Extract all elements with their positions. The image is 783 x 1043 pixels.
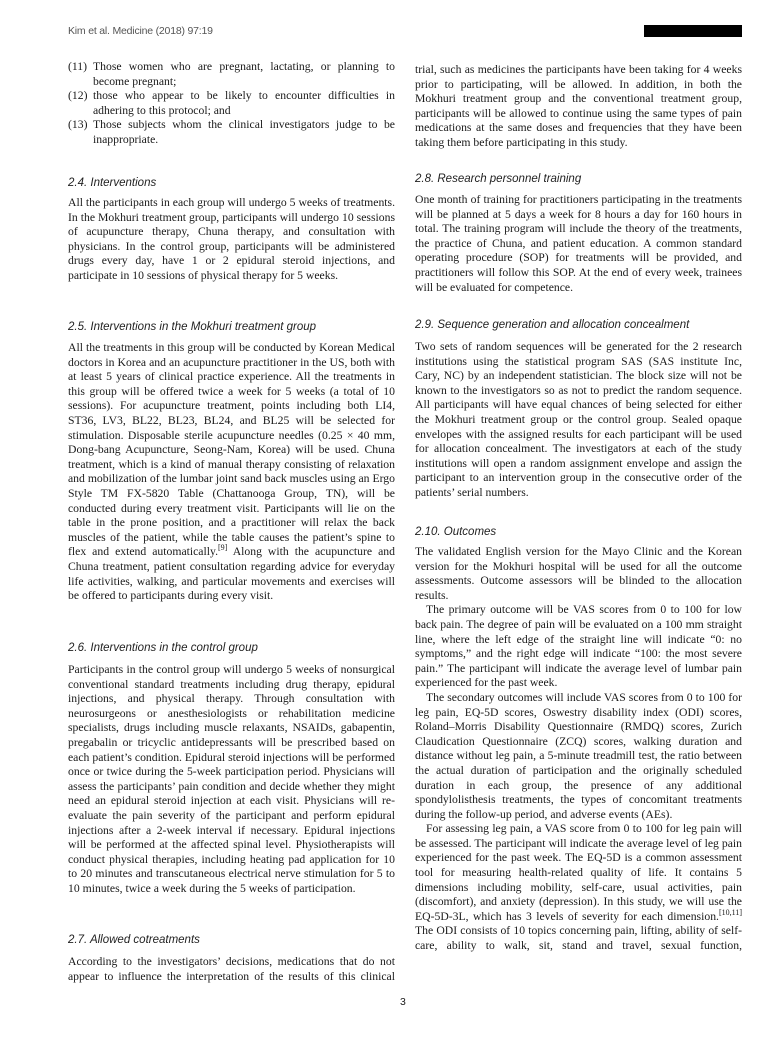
section-body-2-10: [415, 545, 742, 954]
list-item: [68, 118, 395, 147]
paragraph: [415, 822, 742, 953]
paragraph-text: All the treatments in this group will be conducted by Korean Medical doctors in Korea and an acupuncture practitioner in the US, both with at least 5 years of clinical practice experience. All the treatments in this group will be offered twice a week for 5 weeks (a total of 10 sessions). For acupuncture treatment, points including both LI4, ST36, LV3, BL22, BL23, BL24, and BL25 will be selected for stimulation. Disposable sterile acupuncture needles (0.25 × 40 mm, Dong-bang Acupuncture, Seong-Nam, Korea) will be used. Chuna treatment, which is a kind of manual therapy consisting of relaxation and mobilization of the lumbar joint sand back muscles using an Ergo Style TM FX-5820 Table (Chattanooga Group, TN), will be conducted during every treatment visit. Participants will lie on the table in the prone position, and a practitioner will relax the back muscles of the patient, while the table causes the patient’s spine to flex and extend automatically.: [68, 341, 395, 559]
section-body-2-8: [415, 193, 742, 295]
section-body-2-6: [68, 663, 395, 897]
section-heading-2-10: 2.10. Outcomes: [415, 526, 497, 538]
citation-link[interactable]: [9]: [218, 543, 228, 553]
list-item: [68, 89, 395, 118]
section-heading-2-9: 2.9. Sequence generation and allocation concealment: [415, 319, 690, 331]
paragraph: The primary outcome will be VAS scores from 0 to 100 for low back pain. The degree of pain will be evaluated on a 100 mm straight line, where the left edge of the straight line will indicate “0: no symptoms,” and the right edge will indicate “100: the most severe pain.” The participant will indicate the average level of lumbar pain experienced for the past week.: [415, 603, 742, 690]
section-heading-2-5: 2.5. Interventions in the Mokhuri treatment group: [68, 321, 317, 333]
paragraph-text: Along with the acupuncture and Chuna treatment, patient consultation regarding advice for everyday life activities, walking, and particular movements and exercises will be offered to participants during every visit.: [68, 545, 395, 603]
paragraph-text: The ODI consists of 10 topics concerning pain, lifting, ability of self-care, ability to walk, sit, stand and travel, sexual function,: [415, 924, 742, 953]
list-text: those who appear to be likely to encounter difficulties in adhering to this protocol; and: [93, 89, 395, 117]
paragraph: The validated English version for the Mayo Clinic and the Korean version for the Mokhuri hospital will be used for all the outcome assessments. Outcome assessors will be blinded to the allocation results.: [415, 545, 742, 602]
section-body-2-5: [68, 341, 395, 604]
paragraph: The secondary outcomes will include VAS scores from 0 to 100 for leg pain, EQ-5D scores, Oswestry disability index (ODI) scores, Roland–Morris Disability Questionnaire (RMDQ) scores, Zurich Claudication Questionnaire (ZCQ) scores, walking duration and distance without leg pain, a 5-minute treadmill test, the ratio between the actual duration of participation and the originally scheduled duration in each group, the presence of any additional spondylolisthesis treatments, the types of concomitant treatments during the follow-up period, and adverse events (AEs).: [415, 690, 742, 821]
paragraph: [68, 341, 395, 604]
section-body-2-4: [68, 196, 395, 284]
page-number: 3: [400, 996, 406, 1008]
paragraph: Participants in the control group will undergo 5 weeks of nonsurgical conventional standard treatments including drug therapy, epidural injections, and physical therapy. Through consultation with neurosurgeons or anesthesiologists or rehabilitation medicine specialists, drugs including muscle relaxants, NSAIDs, gabapentin, pregabalin or tricyclic antidepressants will be prescribed based on each patient’s condition. Epidural steroid injections will be performed once or twice during the 5-week participation period. Physicians will assess the participants’ pain condition and decide whether they might need an epidural steroid injection at each visit. Physicians will re-evaluate the pain severity of the participant and perform epidural injections after a 2-week interval if necessary. Epidural injections will be performed at the affected spinal level. Physiotherapists will conduct physical therapies, including heating pad application for 10 to 20 minutes and transcutaneous electrical nerve stimulation for 5 to 10 minutes, twice a week during the 5 weeks of participation.: [68, 663, 395, 895]
section-heading-2-6: 2.6. Interventions in the control group: [68, 642, 258, 654]
paragraph: One month of training for practitioners participating in the treatments will be planned at 5 days a week for 8 hours a day for 160 hours in total. The training program will include the theory of the treatments, the practice of Chuna, and patient education. A common standard operating procedure (SOP) for treatments will be provided, and practitioners will follow this SOP. At the end of every week, trainees will be evaluated for competence.: [415, 193, 742, 294]
section-heading-2-8: 2.8. Research personnel training: [415, 173, 582, 185]
paragraph: According to the investigators’ decisions, medications that do not appear to influence the interpretation of the results of this clinical: [68, 955, 395, 983]
paragraph: Two sets of random sequences will be generated for the 2 research institutions using the statistical program SAS (SAS institute Inc, Cary, NC) by an independent statistician. The block size will not be known to the investigators so as not to predict the random sequence. All participants will have equal chances of being selected for either the Mokhuri treatment group or the control group. Sealed opaque envelopes with the assigned results for each participant will be used for allocation concealment. The investigators at each of the study institutions will open a random assignment envelope and assign the participant to an intervention group in the consecutive order of the patients’ serial numbers.: [415, 340, 742, 499]
paragraph: All the participants in each group will undergo 5 weeks of treatments. In the Mokhuri treatment group, participants will undergo 10 sessions of acupuncture therapy, Chuna therapy, and consultation with physicians. In the control group, participants will be administered drugs every day, have 1 or 2 epidural steroid injections, and participate in 10 sessions of physical therapy for 5 weeks.: [68, 196, 395, 282]
list-item: [68, 60, 395, 89]
list-text: Those subjects whom the clinical investigators judge to be inappropriate.: [93, 118, 395, 146]
section-body-2-9: [415, 340, 742, 501]
exclusion-list: [68, 60, 395, 148]
running-header: Kim et al. Medicine (2018) 97:19: [68, 25, 213, 37]
continued-paragraph: [415, 63, 742, 151]
paragraph: trial, such as medicines the participants have been taking for 4 weeks prior to participating, will be allowed. In addition, in both the Mokhuri treatment group and the conventional treatment group, participants will be allowed to continue using the same types of pain medications at the same doses and frequencies that they have been taking them before participating in this study.: [415, 63, 742, 149]
list-text: Those women who are pregnant, lactating, or planning to become pregnant;: [93, 60, 395, 88]
section-heading-2-7: 2.7. Allowed cotreatments: [68, 934, 200, 946]
list-number: (13): [68, 118, 88, 132]
redaction-box: [644, 25, 742, 37]
paragraph-text: For assessing leg pain, a VAS score from 0 to 100 for leg pain will be assessed. The participant will indicate the average level of leg pain experienced for the past week. The EQ-5D is a common assessment tool for measuring health-related quality of life. It contains 5 dimensions including mobility, self-care, usual activities, pain (discomfort), and anxiety (depression). In this study, we will use the EQ-5D-3L, which has 3 levels of severity for each dimension.: [415, 822, 742, 923]
list-number: (11): [68, 60, 88, 73]
citation-link[interactable]: [10,11]: [718, 907, 742, 917]
section-heading-2-4: 2.4. Interventions: [68, 177, 157, 189]
list-number: (12): [68, 89, 88, 103]
section-body-2-7: [68, 955, 395, 984]
